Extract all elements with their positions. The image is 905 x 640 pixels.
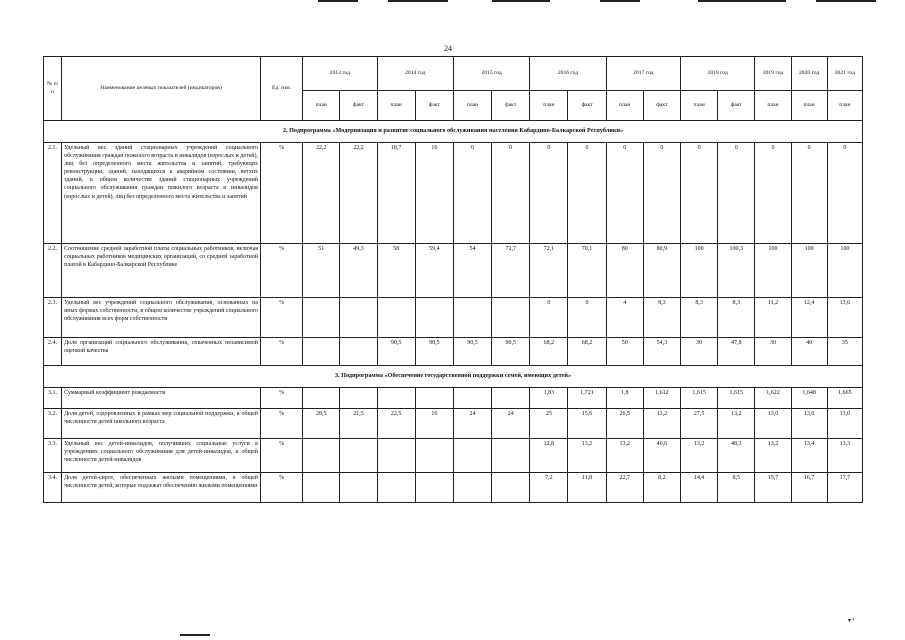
- value-cell: 51: [303, 244, 340, 298]
- indicator-name: Доля организаций социального обслуживания, охваченных независимой оценкой качества: [62, 338, 261, 366]
- value-cell: 72,1: [530, 244, 568, 298]
- plan-header: план: [606, 91, 643, 121]
- indicator-name: Суммарный коэффициент рождаемости: [62, 388, 261, 409]
- table-row: [44, 473, 863, 503]
- plan-header: план: [681, 91, 718, 121]
- value-cell: 26,5: [606, 409, 643, 439]
- scan-mark: [698, 0, 786, 2]
- value-cell: 22,2: [303, 143, 340, 244]
- value-cell: [415, 439, 453, 473]
- value-cell: [303, 338, 340, 366]
- value-cell: 18,7: [377, 143, 415, 244]
- plan-header: план: [827, 91, 862, 121]
- fact-header: факт: [568, 91, 606, 121]
- value-cell: 90,5: [377, 338, 415, 366]
- unit-cell: %: [261, 409, 303, 439]
- value-cell: 22,2: [340, 143, 377, 244]
- value-cell: 0: [530, 143, 568, 244]
- fact-header: факт: [643, 91, 680, 121]
- value-cell: 0: [827, 143, 862, 244]
- row-number: 3.1.: [44, 388, 62, 409]
- value-cell: 0: [791, 143, 827, 244]
- value-cell: [415, 473, 453, 503]
- value-cell: 17,7: [827, 473, 862, 503]
- row-number: 3.3.: [44, 439, 62, 473]
- year-header: 2019 год: [755, 57, 791, 91]
- value-cell: 8,2: [643, 473, 680, 503]
- table-row: [44, 388, 863, 409]
- subprogram-row: [44, 366, 863, 388]
- value-cell: [492, 439, 530, 473]
- fact-header: факт: [718, 91, 755, 121]
- indicator-name: Удельный вес учреждений социального обслуживания, основанных на иных формах собственности, в общем количестве учреждений социального обслуживания всех форм собственности: [62, 298, 261, 338]
- value-cell: 13,3: [827, 439, 862, 473]
- year-header: 2017 год: [606, 57, 680, 91]
- value-cell: 100: [681, 244, 718, 298]
- value-cell: 0: [453, 143, 491, 244]
- value-cell: 7,2: [530, 473, 568, 503]
- col-unit-header: Ед. изм.: [261, 57, 303, 121]
- year-header: 2021 год: [827, 57, 862, 91]
- value-cell: 13,0: [827, 409, 862, 439]
- row-number: 3.4.: [44, 473, 62, 503]
- year-header: 2016 год: [530, 57, 606, 91]
- value-cell: [415, 388, 453, 409]
- value-cell: [453, 298, 491, 338]
- row-number: 2.2.: [44, 244, 62, 298]
- value-cell: 8,3: [681, 298, 718, 338]
- page-number: 24: [444, 44, 452, 53]
- value-cell: 30: [681, 338, 718, 366]
- value-cell: 35: [827, 338, 862, 366]
- table-row: [44, 439, 863, 473]
- value-cell: [453, 473, 491, 503]
- value-cell: 54: [453, 244, 491, 298]
- plan-header: план: [791, 91, 827, 121]
- value-cell: 22,5: [377, 409, 415, 439]
- col-num-header: № п/п: [44, 57, 62, 121]
- scan-mark: [492, 0, 550, 2]
- scan-mark: [180, 634, 210, 636]
- row-number: 2.4.: [44, 338, 62, 366]
- value-cell: 13,2: [568, 439, 606, 473]
- value-cell: 11,2: [755, 298, 791, 338]
- value-cell: [303, 473, 340, 503]
- value-cell: 90,5: [453, 338, 491, 366]
- plan-header: план: [303, 91, 340, 121]
- value-cell: 68,2: [530, 338, 568, 366]
- value-cell: 47,8: [718, 338, 755, 366]
- value-cell: 0: [568, 298, 606, 338]
- value-cell: 14,4: [681, 473, 718, 503]
- indicator-name: Доля детей-сирот, обеспеченных жилыми помещениями, в общей численности детей, которые подлежат обеспечению жилыми помещениями: [62, 473, 261, 503]
- value-cell: 49,3: [340, 244, 377, 298]
- year-header: 2020 год: [791, 57, 827, 91]
- scan-mark: [318, 0, 358, 2]
- plan-header: план: [377, 91, 415, 121]
- value-cell: 8,3: [718, 298, 755, 338]
- row-number: 3.2.: [44, 409, 62, 439]
- value-cell: [340, 473, 377, 503]
- value-cell: 8,5: [718, 473, 755, 503]
- value-cell: [377, 388, 415, 409]
- value-cell: 8,3: [643, 298, 680, 338]
- value-cell: 1,622: [755, 388, 791, 409]
- value-cell: 0: [568, 143, 606, 244]
- subprogram-row: [44, 121, 863, 143]
- value-cell: 12,4: [791, 298, 827, 338]
- unit-cell: %: [261, 338, 303, 366]
- plan-header: план: [755, 91, 791, 121]
- fact-header: факт: [340, 91, 377, 121]
- value-cell: 12,8: [530, 439, 568, 473]
- value-cell: 80,9: [643, 244, 680, 298]
- table-row: [44, 409, 863, 439]
- value-cell: 25: [530, 409, 568, 439]
- indicator-name: Удельный вес зданий стационарных учреждений социального обслуживания граждан пожилого возраста и инвалидов (взрослых и детей), лиц без определенного места жительства и занятий, требующих реконструкции, зданий, находящихся в аварийном состоянии, ветхих зданий, в общем количестве зданий стационарных учреждений социального обслуживания граждан пожилого возраста и инвалидов (взрослых и детей), лиц без определенного места жительства и занятий: [62, 143, 261, 244]
- year-header: 2014 год: [377, 57, 453, 91]
- value-cell: 0: [755, 143, 791, 244]
- indicators-table: [43, 56, 863, 503]
- value-cell: [303, 388, 340, 409]
- scan-mark: [388, 0, 448, 2]
- value-cell: 1,648: [791, 388, 827, 409]
- value-cell: 0: [718, 143, 755, 244]
- table-row: [44, 298, 863, 338]
- unit-cell: %: [261, 388, 303, 409]
- value-cell: 1,8: [606, 388, 643, 409]
- value-cell: 0: [643, 143, 680, 244]
- value-cell: 80: [606, 244, 643, 298]
- value-cell: 13,2: [718, 409, 755, 439]
- value-cell: [340, 388, 377, 409]
- unit-cell: %: [261, 473, 303, 503]
- value-cell: 13,2: [681, 439, 718, 473]
- value-cell: 13,4: [791, 439, 827, 473]
- value-cell: 72,7: [492, 244, 530, 298]
- value-cell: 1,615: [718, 388, 755, 409]
- value-cell: 100: [791, 244, 827, 298]
- value-cell: [453, 439, 491, 473]
- indicator-name: Доля детей, оздоровленных в рамках мер социальной поддержки, в общей численности детей школьного возраста: [62, 409, 261, 439]
- value-cell: 4: [606, 298, 643, 338]
- value-cell: 30: [755, 338, 791, 366]
- value-cell: 1,612: [643, 388, 680, 409]
- value-cell: [492, 473, 530, 503]
- value-cell: 46,6: [643, 439, 680, 473]
- value-cell: [492, 388, 530, 409]
- value-cell: 16,7: [791, 473, 827, 503]
- year-header: 2018 год: [681, 57, 755, 91]
- value-cell: 68,2: [568, 338, 606, 366]
- value-cell: [492, 298, 530, 338]
- value-cell: 0: [530, 298, 568, 338]
- value-cell: 100,3: [718, 244, 755, 298]
- plan-header: план: [453, 91, 491, 121]
- fact-header: факт: [415, 91, 453, 121]
- value-cell: 21,5: [340, 409, 377, 439]
- value-cell: 54,3: [643, 338, 680, 366]
- value-cell: 0: [606, 143, 643, 244]
- value-cell: 1,83: [530, 388, 568, 409]
- value-cell: 13,2: [755, 439, 791, 473]
- value-cell: [377, 439, 415, 473]
- year-header: 2015 год: [453, 57, 529, 91]
- indicator-name: Удельный вес детей-инвалидов, получивших социальные услуги в учреждениях социального обслуживания для детей-инвалидов, в общей численности детей-инвалидов: [62, 439, 261, 473]
- value-cell: 22,7: [606, 473, 643, 503]
- value-cell: [453, 388, 491, 409]
- value-cell: 13,0: [755, 409, 791, 439]
- value-cell: 16: [415, 143, 453, 244]
- value-cell: [340, 298, 377, 338]
- scan-mark: [816, 0, 876, 2]
- value-cell: 100: [755, 244, 791, 298]
- table-row: [44, 338, 863, 366]
- value-cell: [340, 439, 377, 473]
- value-cell: 15,7: [755, 473, 791, 503]
- value-cell: 13,0: [791, 409, 827, 439]
- unit-cell: %: [261, 143, 303, 244]
- value-cell: 59,4: [415, 244, 453, 298]
- table-row: [44, 143, 863, 244]
- value-cell: 40: [791, 338, 827, 366]
- subprogram-title: 2. Подпрограмма «Модернизация и развитие социального обслуживания населения Кабардино-Балкарской Республики»: [44, 121, 863, 143]
- value-cell: 48,3: [718, 439, 755, 473]
- scan-mark: [600, 0, 640, 2]
- value-cell: 0: [492, 143, 530, 244]
- value-cell: 0: [681, 143, 718, 244]
- indicator-name: Соотношение средней заработной платы социальных работников, включая социальных работников медицинских организаций, со средней заработной платой в Кабардино-Балкарской Республике: [62, 244, 261, 298]
- fact-header: факт: [492, 91, 530, 121]
- value-cell: 58: [377, 244, 415, 298]
- value-cell: 11,8: [568, 473, 606, 503]
- value-cell: 1,615: [681, 388, 718, 409]
- year-header: 2013 год: [303, 57, 377, 91]
- value-cell: [303, 298, 340, 338]
- corner-mark: ▾ ⁴: [848, 618, 855, 624]
- value-cell: 70,1: [568, 244, 606, 298]
- value-cell: [377, 473, 415, 503]
- value-cell: 16: [415, 409, 453, 439]
- unit-cell: %: [261, 298, 303, 338]
- value-cell: 90,5: [492, 338, 530, 366]
- value-cell: 28,5: [303, 409, 340, 439]
- row-number: 2.1.: [44, 143, 62, 244]
- value-cell: 24: [492, 409, 530, 439]
- plan-header: план: [530, 91, 568, 121]
- subprogram-title: 3. Подпрограмма «Обеспечение государственной поддержки семей, имеющих детей»: [44, 366, 863, 388]
- value-cell: 1,721: [568, 388, 606, 409]
- value-cell: 13,6: [827, 298, 862, 338]
- value-cell: 90,5: [415, 338, 453, 366]
- value-cell: [415, 298, 453, 338]
- value-cell: 24: [453, 409, 491, 439]
- value-cell: [303, 439, 340, 473]
- value-cell: 27,5: [681, 409, 718, 439]
- col-name-header: Наименование целевых показателей (индикаторов): [62, 57, 261, 121]
- header-row-years: [44, 57, 863, 91]
- unit-cell: %: [261, 439, 303, 473]
- value-cell: 100: [827, 244, 862, 298]
- value-cell: [377, 298, 415, 338]
- value-cell: 13,2: [643, 409, 680, 439]
- table-row: [44, 244, 863, 298]
- row-number: 2.3.: [44, 298, 62, 338]
- unit-cell: %: [261, 244, 303, 298]
- value-cell: [340, 338, 377, 366]
- value-cell: 1,665: [827, 388, 862, 409]
- value-cell: 13,2: [606, 439, 643, 473]
- value-cell: 15,6: [568, 409, 606, 439]
- value-cell: 50: [606, 338, 643, 366]
